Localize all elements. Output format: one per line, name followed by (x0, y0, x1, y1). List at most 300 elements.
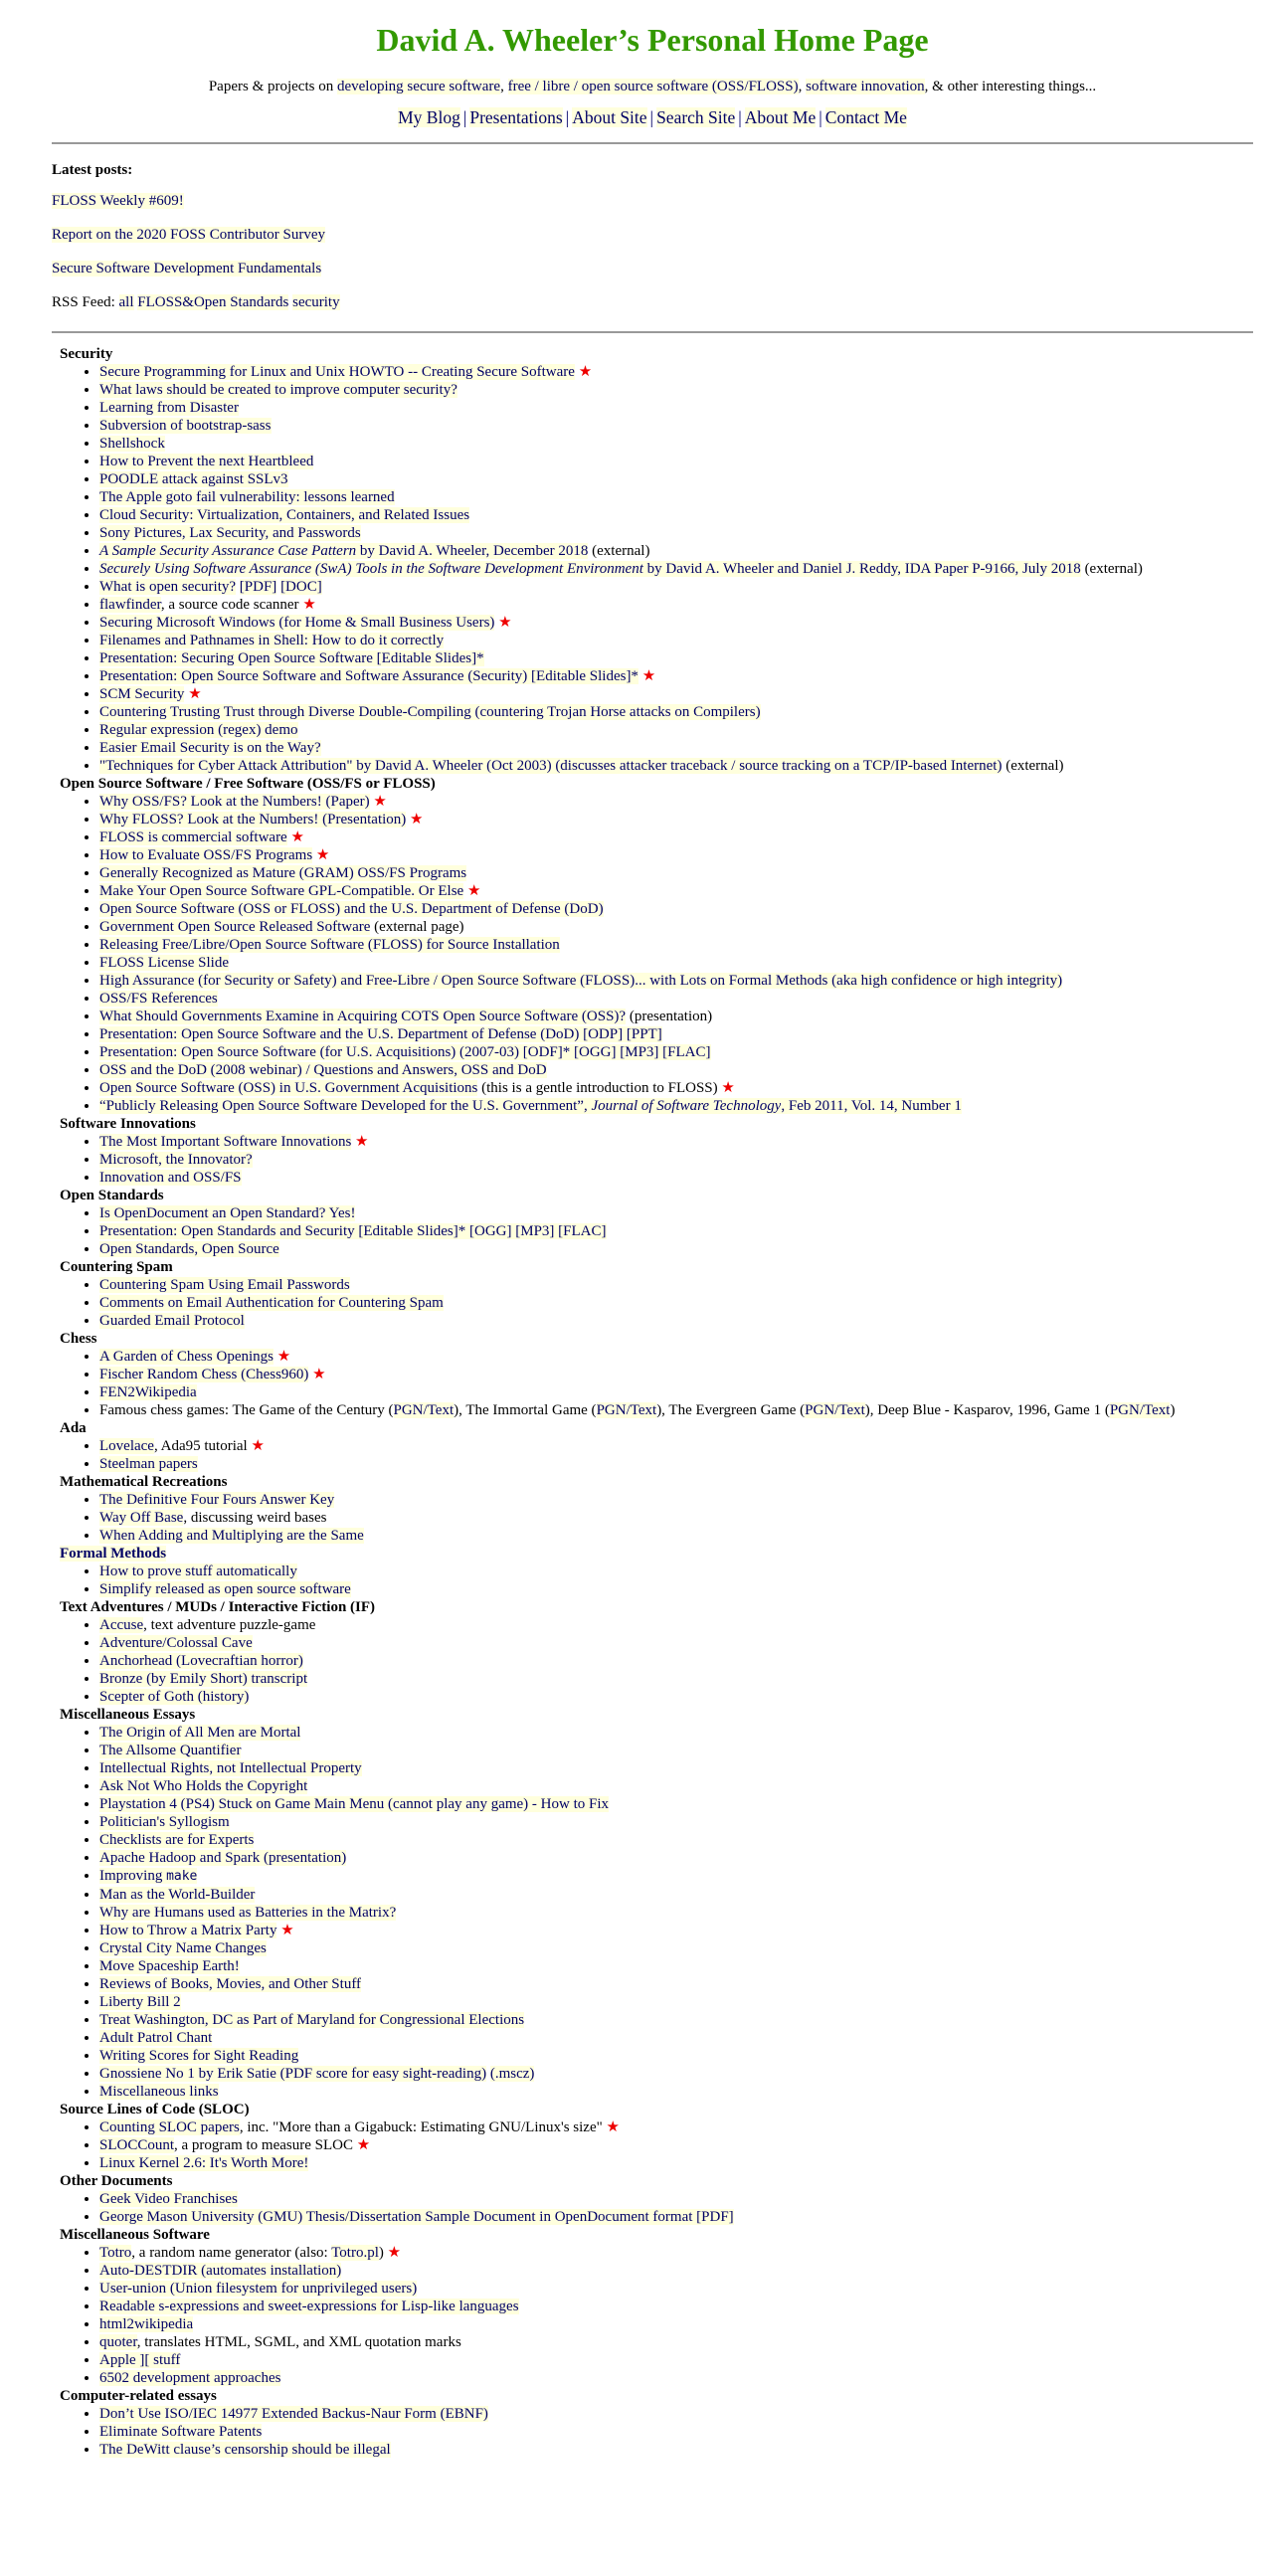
item-link[interactable]: Scepter of Goth (history) (99, 1689, 250, 1705)
list-item (99, 2083, 1253, 2101)
rss-link-floss[interactable]: FLOSS&Open Standards (137, 294, 289, 310)
item-link[interactable]: Open Source Software (OSS) in U.S. Government Acquisitions (99, 1080, 478, 1096)
list-item (99, 1169, 1253, 1187)
item-link[interactable]: , Feb 2011, Vol. 14, Number 1 (781, 1098, 962, 1114)
list-item (99, 470, 1253, 488)
section-heading-open-standards: Open Standards (60, 1188, 164, 1203)
list-item (99, 2298, 1253, 2315)
rss-link-security[interactable]: security (292, 294, 340, 310)
nav-search-site[interactable]: Search Site (656, 107, 736, 127)
item-link[interactable]: Apple ][ stuff (99, 2352, 181, 2368)
item-link[interactable]: High Assurance (for Security or Safety) and Free-Libre / Open Source Software (FLOSS)... with Lots on Formal Methods (aka high confidence or high integrity) (99, 973, 1063, 989)
list-item (99, 667, 1253, 685)
list-item (99, 1401, 1253, 1419)
list-item (99, 1061, 1253, 1079)
item-link[interactable]: Way Off Base (99, 1510, 184, 1526)
list-item (99, 596, 1253, 614)
item-link[interactable]: Linux Kernel 2.6: It's Worth More! (99, 2155, 309, 2171)
list-item (99, 542, 1253, 560)
list-item (99, 435, 1253, 453)
item-link[interactable]: (.mscz) (489, 2066, 535, 2082)
section-heading-formal-methods (60, 1545, 1253, 1563)
item-link[interactable]: Presentation: Open Source Software and the U.S. Department of Defense (DoD) [ODP] [PPT] (99, 1026, 662, 1042)
item-link[interactable]: Intellectual Rights, not Intellectual Property (99, 1760, 362, 1776)
item-link[interactable]: Totro.pl (331, 2245, 379, 2261)
section-heading-link[interactable]: Formal Methods (60, 1546, 167, 1562)
list-item (99, 649, 1253, 667)
recommended-star-icon: ★ (602, 2119, 620, 2135)
list-item (99, 1383, 1253, 1401)
list-item (99, 1222, 1253, 1240)
list-item (99, 954, 1253, 972)
item-link[interactable]: Checklists are for Experts (99, 1832, 255, 1848)
item-link[interactable]: Readable s-expressions and sweet-expressions for Lisp-like languages (99, 2299, 519, 2314)
list-item (99, 1688, 1253, 1706)
item-text: ) (378, 2245, 384, 2261)
item-link[interactable]: The Allsome Quantifier (99, 1743, 242, 1758)
list-item (99, 1670, 1253, 1688)
section-heading-computer-related-essays: Computer-related essays (60, 2388, 217, 2404)
list-item (99, 721, 1253, 739)
recommended-star-icon: ★ (184, 686, 202, 702)
item-link[interactable]: Shellshock (99, 436, 165, 452)
recommended-star-icon: ★ (308, 1367, 326, 1382)
list-item (99, 1742, 1253, 1759)
section-list-mathematical-recreations (60, 1491, 1253, 1545)
top-navigation (52, 107, 1253, 128)
item-link[interactable]: Don’t Use ISO/IEC 14977 Extended Backus-Naur Form (EBNF) (99, 2406, 488, 2422)
recommended-star-icon: ★ (351, 1134, 369, 1150)
item-text: , a source code scanner (160, 597, 299, 613)
item-link[interactable]: Adventure/Colossal Cave (99, 1635, 253, 1651)
list-item (99, 1939, 1253, 1957)
list-item (99, 1867, 1253, 1886)
item-text: ), Deep Blue - Kasparov, 1996, Game 1 ( (864, 1402, 1110, 1418)
item-link[interactable]: by David A. Wheeler, December 2018 (356, 543, 589, 559)
section-heading-ada: Ada (60, 1420, 87, 1436)
list-item (99, 488, 1253, 506)
item-link[interactable]: Presentation: Securing Open Source Software [Editable Slides]* (99, 650, 484, 666)
section-heading-countering-spam: Countering Spam (60, 1259, 173, 1275)
list-item (99, 1527, 1253, 1545)
list-item (99, 2441, 1253, 2459)
item-link[interactable]: Make Your Open Source Software GPL-Compatible. Or Else (99, 883, 464, 899)
list-item (99, 1813, 1253, 1831)
list-item (99, 1151, 1253, 1169)
recommended-star-icon: ★ (247, 1438, 265, 1454)
recommended-star-icon: ★ (273, 1349, 291, 1365)
list-item (99, 1795, 1253, 1813)
item-link[interactable]: Countering Spam Using Email Passwords (99, 1277, 350, 1293)
list-item (99, 632, 1253, 649)
item-link[interactable]: George Mason University (GMU) Thesis/Dissertation Sample Document in OpenDocument format [PDF] (99, 2209, 734, 2225)
section-heading-mathematical-recreations: Mathematical Recreations (60, 1474, 228, 1490)
item-text: (this is a gentle introduction to FLOSS) (477, 1080, 718, 1096)
item-link[interactable]: Sony Pictures, Lax Security, and Passwords (99, 525, 361, 541)
list-item (99, 1312, 1253, 1330)
item-text: , inc. "More than a Gigabuck: Estimating GNU/Linux's size" (239, 2119, 603, 2135)
item-link[interactable]: Journal of Software Technology (591, 1098, 782, 1114)
recommended-star-icon: ★ (369, 794, 387, 810)
item-link[interactable]: Secure Programming for Linux and Unix HOWTO -- Creating Secure Software (99, 364, 575, 380)
list-item (99, 506, 1253, 524)
list-item (99, 1759, 1253, 1777)
item-link[interactable]: Microsoft, the Innovator? (99, 1152, 253, 1168)
item-link[interactable]: What laws should be created to improve computer security? (99, 382, 457, 398)
recommended-star-icon: ★ (312, 847, 330, 863)
list-item (99, 1348, 1253, 1366)
list-item (99, 2405, 1253, 2423)
subtitle-link-secure-software[interactable]: developing secure software (336, 79, 501, 94)
list-item (99, 972, 1253, 990)
item-link[interactable]: Releasing Free/Libre/Open Source Software (FLOSS) for Source Installation (99, 937, 560, 953)
list-item (99, 1366, 1253, 1383)
item-link[interactable]: The Most Important Software Innovations (99, 1134, 352, 1150)
list-item (99, 1276, 1253, 1294)
item-link[interactable]: POODLE attack against SSLv3 (99, 471, 288, 487)
item-link[interactable]: PGN/Text (1109, 1402, 1171, 1418)
item-link[interactable]: 6502 development approaches (99, 2370, 281, 2386)
item-link[interactable]: Politician's Syllogism (99, 1814, 230, 1830)
item-link[interactable]: The Origin of All Men are Mortal (99, 1725, 301, 1741)
subtitle-prefix: Papers & projects on (208, 79, 337, 94)
list-item (99, 1957, 1253, 1975)
list-item (99, 1849, 1253, 1867)
item-link[interactable]: Writing Scores for Sight Reading (99, 2048, 299, 2064)
nav-about-me[interactable]: About Me (744, 107, 817, 127)
list-item (99, 918, 1253, 936)
item-link[interactable]: Simplify released as open source software (99, 1581, 351, 1597)
item-link[interactable]: PGN/Text (596, 1402, 657, 1418)
recommended-star-icon: ★ (383, 2245, 402, 2261)
section-list-ada (60, 1437, 1253, 1473)
section-heading-text-adventures-muds-interactive-fiction-if: Text Adventures / MUDs / Interactive Fiction (IF) (60, 1599, 376, 1615)
item-link[interactable]: Gnossiene No 1 by Erik Satie (PDF score for easy sight-reading) (99, 2066, 487, 2082)
item-link[interactable]: The Definitive Four Fours Answer Key (99, 1492, 335, 1508)
section-heading-chess: Chess (60, 1331, 97, 1347)
item-link[interactable]: Liberty Bill 2 (99, 1994, 181, 2010)
item-link[interactable]: Crystal City Name Changes (99, 1940, 267, 1956)
item-link[interactable]: How to prove stuff automatically (99, 1564, 297, 1579)
rss-label: RSS Feed: (52, 294, 119, 310)
section-list-other-documents (60, 2190, 1253, 2226)
rss-feed (52, 294, 1253, 311)
list-item (99, 1079, 1253, 1097)
list-item (99, 1904, 1253, 1922)
item-link[interactable]: SCM Security (99, 686, 185, 702)
list-item (99, 381, 1253, 399)
nav-separator: | (738, 107, 742, 127)
list-item (99, 2351, 1253, 2369)
item-link[interactable]: SLOCCount (99, 2137, 175, 2153)
item-link[interactable]: Subversion of bootstrap-sass (99, 418, 272, 434)
list-item (99, 2280, 1253, 2298)
item-link[interactable]: FEN2Wikipedia (99, 1384, 197, 1400)
item-link[interactable]: The DeWitt clause’s censorship should be illegal (99, 2442, 391, 2458)
item-link[interactable]: Easier Email Security is on the Way? (99, 740, 321, 756)
item-link[interactable]: Eliminate Software Patents (99, 2424, 263, 2440)
item-link[interactable]: Steelman papers (99, 1456, 198, 1472)
latest-post-link[interactable]: FLOSS Weekly #609! (52, 193, 184, 209)
list-item (99, 2047, 1253, 2065)
item-link[interactable]: Filenames and Pathnames in Shell: How to do it correctly (99, 633, 445, 648)
item-text: , a random name generator (also: (131, 2245, 332, 2261)
subtitle: Papers & projects on developing secure software, free / libre / open source software (OSS/FLOSS), software innovation, & other interesting things... (208, 79, 1097, 94)
item-link[interactable]: A Sample Security Assurance Case Pattern (99, 543, 357, 559)
latest-post-link[interactable]: Report on the 2020 FOSS Contributor Survey (52, 227, 326, 243)
item-link[interactable]: Securing Microsoft Windows (for Home & Small Business Users) (99, 615, 495, 631)
item-link[interactable]: Countering Trusting Trust through Diverse Double-Compiling (countering Trojan Horse attacks on Compilers) (99, 704, 761, 720)
section-list-source-lines-of-code-sloc (60, 2118, 1253, 2172)
list-item (99, 2011, 1253, 2029)
section-list-miscellaneous-software (60, 2244, 1253, 2387)
recommended-star-icon: ★ (638, 668, 656, 684)
list-item (99, 2065, 1253, 2083)
list-item (99, 1491, 1253, 1509)
item-link[interactable]: Totro (99, 2245, 132, 2261)
page-title: David A. Wheeler’s Personal Home Page (376, 22, 929, 58)
item-text: (presentation) (626, 1009, 713, 1024)
list-item (99, 417, 1253, 435)
item-link[interactable]: Ask Not Who Holds the Copyright (99, 1778, 308, 1794)
list-item (99, 1922, 1253, 1939)
section-heading-miscellaneous-software: Miscellaneous Software (60, 2227, 210, 2243)
nav-separator: | (462, 107, 467, 127)
list-item (99, 936, 1253, 954)
list-item (99, 2190, 1253, 2208)
recommended-star-icon: ★ (352, 2137, 371, 2153)
latest-post-link[interactable]: Secure Software Development Fundamentals (52, 261, 322, 276)
section-list-miscellaneous-essays (60, 1724, 1253, 2101)
list-item (99, 1831, 1253, 1849)
item-link[interactable]: Guarded Email Protocol (99, 1313, 245, 1329)
item-link[interactable]: A Garden of Chess Openings (99, 1349, 274, 1365)
item-link[interactable]: Apache Hadoop and Spark (presentation) (99, 1850, 347, 1866)
item-link[interactable]: The Apple goto fail vulnerability: lessons learned (99, 489, 395, 505)
item-link[interactable]: Geek Video Franchises (99, 2191, 238, 2207)
section-list-text-adventures-muds-interactive-fiction-if (60, 1616, 1253, 1706)
item-link[interactable]: Accuse (99, 1617, 144, 1633)
section-heading-source-lines-of-code-sloc: Source Lines of Code (SLOC) (60, 2102, 250, 2117)
list-item (99, 739, 1253, 757)
latest-posts (52, 144, 1253, 331)
recommended-star-icon: ★ (406, 812, 424, 828)
item-link[interactable]: Presentation: Open Source Software and Software Assurance (Security) [Editable Slides]* (99, 668, 638, 684)
item-text: ) (1170, 1402, 1176, 1418)
list-item (99, 1437, 1253, 1455)
item-link[interactable]: [PDF] (239, 579, 277, 595)
recommended-star-icon: ★ (298, 597, 316, 613)
recommended-star-icon: ★ (463, 883, 481, 899)
list-item (99, 2262, 1253, 2280)
item-link[interactable]: Improving (99, 1868, 167, 1884)
section-list-formal-methods (60, 1563, 1253, 1598)
item-link[interactable]: Playstation 4 (PS4) Stuck on Game Main Menu (cannot play any game) - How to Fix (99, 1796, 610, 1812)
subtitle-suffix: , & other interesting things... (924, 79, 1097, 94)
item-link[interactable]: Why FLOSS? Look at the Numbers! (Presentation) (99, 812, 407, 828)
list-item (99, 685, 1253, 703)
list-item (99, 1975, 1253, 1993)
list-item (99, 1043, 1253, 1061)
list-item (99, 757, 1253, 775)
list-item (99, 560, 1253, 578)
item-link[interactable]: Why are Humans used as Batteries in the Matrix? (99, 1905, 397, 1921)
item-text: , discussing weird bases (183, 1510, 327, 1526)
list-item (99, 2333, 1253, 2351)
item-link[interactable]: Treat Washington, DC as Part of Maryland for Congressional Elections (99, 2012, 525, 2028)
item-link[interactable]: Miscellaneous links (99, 2084, 219, 2100)
item-link[interactable]: FLOSS is commercial software (99, 829, 287, 845)
nav-about-site[interactable]: About Site (572, 107, 647, 127)
nav-contact-me[interactable]: Contact Me (824, 107, 907, 127)
list-item (99, 900, 1253, 918)
code-text: make (166, 1869, 198, 1884)
list-item (99, 1563, 1253, 1580)
section-heading-open-source-software-free-software-oss-fs-or-floss: Open Source Software / Free Software (OSS/FS or FLOSS) (60, 776, 436, 792)
item-link[interactable]: How to Prevent the next Heartbleed (99, 454, 314, 469)
list-item (99, 2154, 1253, 2172)
item-link[interactable]: OSS/FS References (99, 991, 218, 1007)
item-link[interactable]: Lovelace (99, 1438, 154, 1454)
list-item (99, 882, 1253, 900)
list-item (99, 811, 1253, 828)
item-link[interactable]: Is OpenDocument an Open Standard? Yes! (99, 1205, 356, 1221)
item-link[interactable]: PGN/Text (393, 1402, 455, 1418)
item-link[interactable]: PGN/Text (805, 1402, 865, 1418)
item-link[interactable]: "Techniques for Cyber Attack Attribution" by David A. Wheeler (Oct 2003) (discusses attacker traceback / source tracking on a TCP/IP-based Internet) (99, 758, 1003, 774)
item-link[interactable]: flawfinder (99, 597, 161, 613)
list-item (99, 1777, 1253, 1795)
list-item (99, 1133, 1253, 1151)
item-link[interactable]: What is open security? (99, 579, 237, 595)
subtitle-link-oss-floss[interactable]: free / libre / open source software (OSS/FLOSS) (507, 79, 799, 94)
item-link[interactable]: Move Spaceship Earth! (99, 1958, 240, 1974)
list-item (99, 1886, 1253, 1904)
item-link[interactable]: Anchorhead (Lovecraftian horror) (99, 1653, 303, 1669)
list-item (99, 363, 1253, 381)
item-link[interactable]: User-union (Union filesystem for unprivileged users) (99, 2281, 418, 2297)
list-item (99, 2208, 1253, 2226)
item-link[interactable]: Learning from Disaster (99, 400, 239, 416)
list-item (99, 2244, 1253, 2262)
list-item (99, 990, 1253, 1008)
list-item (99, 399, 1253, 417)
section-list-computer-related-essays (60, 2405, 1253, 2459)
list-item (99, 453, 1253, 470)
item-link[interactable]: html2wikipedia (99, 2316, 194, 2332)
item-link[interactable]: by David A. Wheeler and Daniel J. Reddy, IDA Paper P-9166, July 2018 (642, 561, 1081, 577)
item-link[interactable]: Cloud Security: Virtualization, Containers, and Related Issues (99, 507, 470, 523)
nav-presentations[interactable]: Presentations (469, 107, 563, 127)
item-text: Famous chess games: The Game of the Century ( (99, 1402, 394, 1418)
section-heading-security: Security (60, 346, 113, 362)
list-item (99, 2423, 1253, 2441)
list-item (99, 1993, 1253, 2011)
list-item (99, 2369, 1253, 2387)
item-link[interactable]: What Should Governments Examine in Acquiring COTS Open Source Software (OSS)? (99, 1009, 627, 1024)
section-list-countering-spam (60, 1276, 1253, 1330)
item-link[interactable]: How to Throw a Matrix Party (99, 1923, 277, 1938)
item-text: , text adventure puzzle-game (143, 1617, 316, 1633)
list-item (99, 828, 1253, 846)
recommended-star-icon: ★ (276, 1923, 294, 1938)
item-link[interactable]: Man as the World-Builder (99, 1887, 256, 1903)
item-link[interactable]: Generally Recognized as Mature (GRAM) OSS/FS Programs (99, 865, 467, 881)
rss-link-all[interactable]: all (118, 294, 134, 310)
section-list-open-standards (60, 1204, 1253, 1258)
list-item (99, 2029, 1253, 2047)
list-item (99, 1580, 1253, 1598)
section-list-open-source-software-free-software-oss-fs-or-floss (60, 793, 1253, 1115)
item-link[interactable]: Auto-DESTDIR (automates installation) (99, 2263, 342, 2279)
list-item (99, 1294, 1253, 1312)
item-link[interactable]: Bronze (by Emily Short) transcript (99, 1671, 308, 1687)
item-link[interactable]: Open Standards, Open Source (99, 1241, 279, 1257)
item-link[interactable]: OSS and the DoD (2008 webinar) / Questions and Answers, OSS and DoD (99, 1062, 547, 1078)
list-item (99, 1509, 1253, 1527)
list-item (99, 1455, 1253, 1473)
item-link[interactable]: Regular expression (regex) demo (99, 722, 298, 738)
list-item (99, 846, 1253, 864)
section-list-software-innovations (60, 1133, 1253, 1187)
item-link[interactable]: Open Source Software (OSS or FLOSS) and the U.S. Department of Defense (DoD) (99, 901, 604, 917)
item-link[interactable]: When Adding and Multiplying are the Same (99, 1528, 364, 1544)
item-link[interactable]: How to Evaluate OSS/FS Programs (99, 847, 313, 863)
list-item (99, 578, 1253, 596)
item-link[interactable]: Reviews of Books, Movies, and Other Stuff (99, 1976, 362, 1992)
item-text: (external) (1002, 758, 1064, 774)
list-item (99, 1652, 1253, 1670)
item-text: ), The Evergreen Game ( (656, 1402, 806, 1418)
item-link[interactable] (166, 1868, 197, 1884)
list-item (99, 1008, 1253, 1025)
item-link[interactable]: Adult Patrol Chant (99, 2030, 213, 2046)
item-link[interactable]: Counting SLOC papers (99, 2119, 240, 2135)
item-text: , a program to measure SLOC (174, 2137, 353, 2153)
subtitle-link-software-innovation[interactable]: software innovation (806, 79, 925, 94)
item-text: (external page) (370, 919, 464, 935)
list-item (99, 703, 1253, 721)
list-item (99, 614, 1253, 632)
section-heading-software-innovations: Software Innovations (60, 1116, 196, 1132)
section-list-security (60, 363, 1253, 775)
item-link[interactable]: Why OSS/FS? Look at the Numbers! (Paper) (99, 794, 370, 810)
item-link[interactable]: Securely Using Software Assurance (SwA) Tools in the Software Development Environment (99, 561, 643, 577)
item-link[interactable]: FLOSS License Slide (99, 955, 229, 971)
item-link[interactable]: Presentation: Open Standards and Security [Editable Slides]* [OGG] [MP3] [FLAC] (99, 1223, 607, 1239)
recommended-star-icon: ★ (494, 615, 512, 631)
list-item (99, 2136, 1253, 2154)
list-item (99, 1025, 1253, 1043)
item-text: , Ada95 tutorial (153, 1438, 248, 1454)
item-link[interactable]: Innovation and OSS/FS (99, 1170, 242, 1186)
item-text: ), The Immortal Game ( (454, 1402, 597, 1418)
nav-separator: | (649, 107, 654, 127)
list-item (99, 1204, 1253, 1222)
nav-my-blog[interactable]: My Blog (398, 107, 460, 127)
list-item (99, 1634, 1253, 1652)
section-heading-other-documents: Other Documents (60, 2173, 173, 2189)
latest-posts-heading: Latest posts: (52, 162, 133, 178)
item-link[interactable]: [DOC] (280, 579, 322, 595)
item-link[interactable]: Comments on Email Authentication for Countering Spam (99, 1295, 444, 1311)
item-link[interactable]: quoter (99, 2334, 137, 2350)
item-link[interactable]: Fischer Random Chess (Chess960) (99, 1367, 309, 1382)
item-link[interactable]: “Publicly Releasing Open Source Software Developed for the U.S. Government”, (99, 1098, 592, 1114)
list-item (99, 2315, 1253, 2333)
item-link[interactable]: Presentation: Open Source Software (for U.S. Acquisitions) (2007-03) [ODF]* [OGG] [MP3] [FLAC] (99, 1044, 711, 1060)
item-link[interactable]: Government Open Source Released Software (99, 919, 371, 935)
